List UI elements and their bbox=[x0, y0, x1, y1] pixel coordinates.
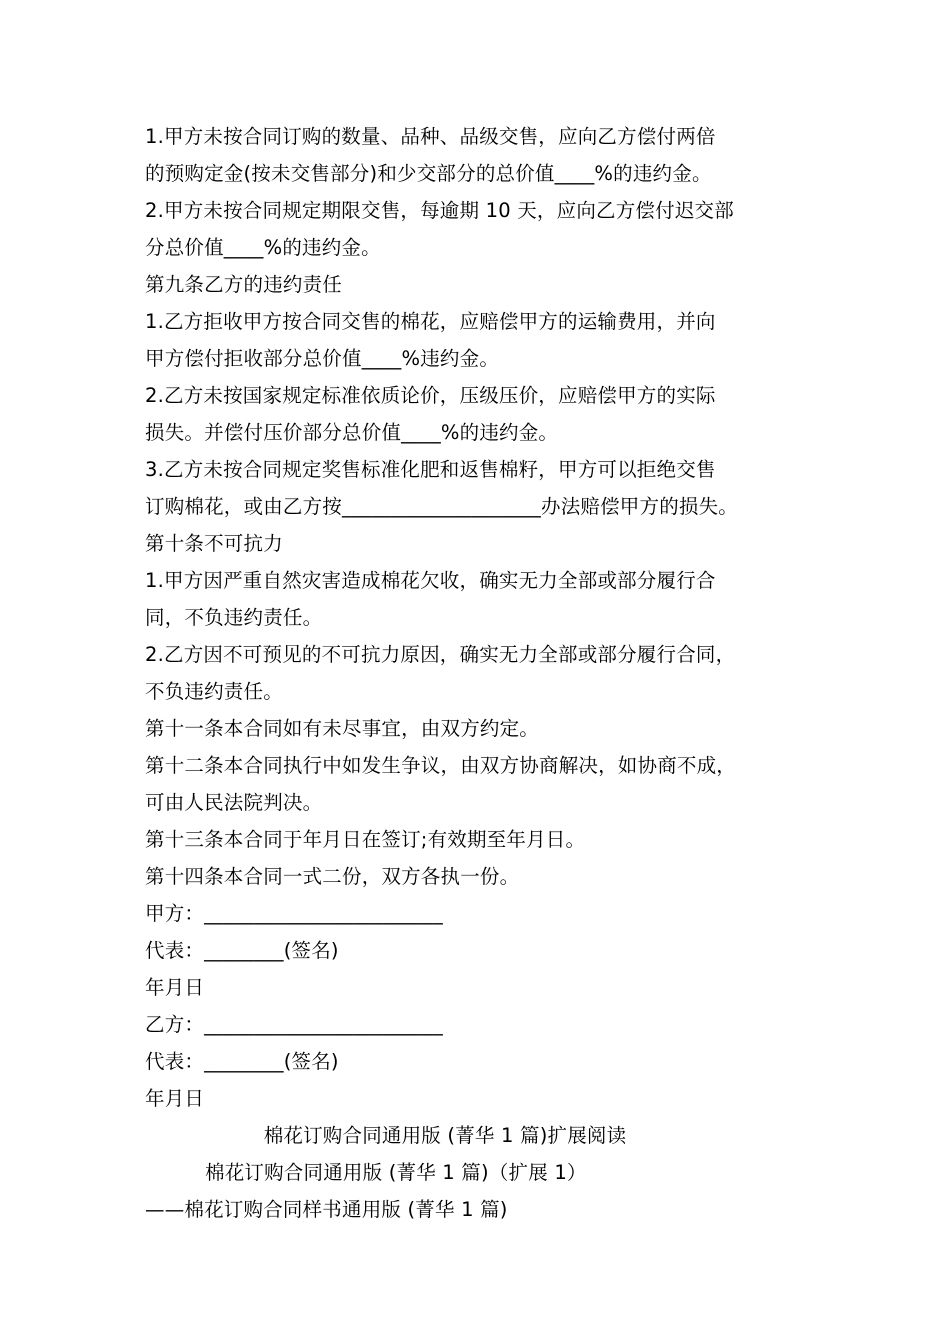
paragraph-line: 2.乙方未按国家规定标准依质论价，压级压价，应赔偿甲方的实际 bbox=[145, 384, 716, 407]
paragraph-line: 2.甲方未按合同规定期限交售，每逾期 10 天，应向乙方偿付迟交部 bbox=[145, 199, 734, 222]
paragraph-line: 1.乙方拒收甲方按合同交售的棉花，应赔偿甲方的运输费用，并向 bbox=[145, 310, 716, 333]
paragraph-line: 订购棉花，或由乙方按____________________办法赔偿甲方的损失。 bbox=[145, 495, 739, 518]
paragraph-line: 3.乙方未按合同规定奖售标准化肥和返售棉籽，甲方可以拒绝交售 bbox=[145, 458, 716, 481]
signature-date-b: 年月日 bbox=[145, 1087, 205, 1110]
signature-party-b: 乙方：________________________ bbox=[145, 1013, 443, 1036]
signature-representative-b: 代表：________(签名) bbox=[145, 1050, 339, 1073]
paragraph-line: 甲方偿付拒收部分总价值____%违约金。 bbox=[145, 347, 500, 370]
paragraph-line: 损失。并偿付压价部分总价值____%的违约金。 bbox=[145, 421, 559, 444]
paragraph-line: 分总价值____%的违约金。 bbox=[145, 236, 381, 259]
paragraph-line: 2.乙方因不可预见的不可抗力原因，确实无力全部或部分履行合同， bbox=[145, 643, 736, 666]
paragraph-line: 第十四条本合同一式二份，双方各执一份。 bbox=[145, 865, 520, 888]
paragraph-line: 可由人民法院判决。 bbox=[145, 791, 323, 814]
signature-party-a: 甲方：________________________ bbox=[145, 902, 443, 925]
extended-reading-subtitle: ——棉花订购合同样书通用版 (菁华 1 篇) bbox=[145, 1198, 508, 1221]
paragraph-line: 不负违约责任。 bbox=[145, 680, 283, 703]
extended-reading-heading: 棉花订购合同通用版 (菁华 1 篇)扩展阅读 bbox=[263, 1124, 627, 1147]
extended-reading-subheading: 棉花订购合同通用版 (菁华 1 篇)（扩展 1） bbox=[205, 1161, 587, 1184]
paragraph-line: 第十一条本合同如有未尽事宜，由双方约定。 bbox=[145, 717, 540, 740]
signature-date-a: 年月日 bbox=[145, 976, 205, 999]
signature-representative-a: 代表：________(签名) bbox=[145, 939, 339, 962]
paragraph-line: 的预购定金(按未交售部分)和少交部分的总价值____%的违约金。 bbox=[145, 162, 712, 185]
paragraph-line: 1.甲方未按合同订购的数量、品种、品级交售，应向乙方偿付两倍 bbox=[145, 125, 716, 148]
section-heading: 第十条不可抗力 bbox=[145, 532, 283, 555]
document-body bbox=[145, 118, 815, 1228]
paragraph-line: 同，不负违约责任。 bbox=[145, 606, 323, 629]
section-heading: 第九条乙方的违约责任 bbox=[145, 273, 343, 296]
paragraph-line: 1.甲方因严重自然灾害造成棉花欠收，确实无力全部或部分履行合 bbox=[145, 569, 716, 592]
paragraph-line: 第十三条本合同于年月日在签订;有效期至年月日。 bbox=[145, 828, 586, 851]
paragraph-line: 第十二条本合同执行中如发生争议，由双方协商解决，如协商不成， bbox=[145, 754, 737, 777]
